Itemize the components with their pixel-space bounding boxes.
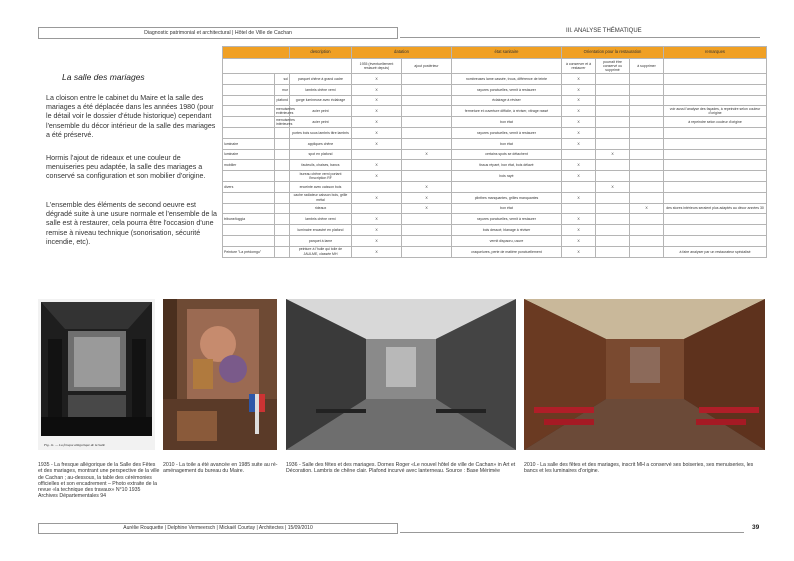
cell-conserver — [562, 149, 596, 160]
photo-salle-1936-graphic — [286, 299, 516, 450]
cell-desc: cache radiateur caisson bois, grille métal — [290, 192, 352, 203]
table-row — [223, 149, 767, 160]
subheader-ajout: ajout postérieur — [402, 59, 452, 74]
table-row — [223, 138, 767, 149]
cell-label — [275, 171, 290, 182]
cell-d1935 — [352, 181, 402, 192]
cell-desc: gorge lumineuse avec éclairage — [290, 95, 352, 106]
cell-ajout — [402, 74, 452, 85]
cell-etat: rayures ponctuelles, vernit à restaurer — [452, 214, 562, 225]
photo-1935-fresque — [38, 299, 155, 450]
cell-ajout — [402, 171, 452, 182]
cell-etat: bois rayé — [452, 171, 562, 182]
cell-pourrait — [596, 214, 630, 225]
cell-ajout — [402, 214, 452, 225]
cell-supprimer — [630, 95, 664, 106]
cell-desc: bureau chêne verni portant l'inscription RF — [290, 171, 352, 182]
cell-rem — [664, 171, 767, 182]
cell-rem: à repeindre selon couleur d'origine — [664, 117, 767, 128]
cell-supprimer — [630, 84, 664, 95]
subheader-supprimer: à supprimer — [630, 59, 664, 74]
cell-pourrait: X — [596, 149, 630, 160]
cell-rem — [664, 127, 767, 138]
cell-label: plafond — [275, 95, 290, 106]
subheader-empty-rem — [664, 59, 767, 74]
cell-label — [275, 246, 290, 257]
cell-cat — [223, 203, 275, 214]
cell-label — [275, 127, 290, 138]
cell-supprimer — [630, 214, 664, 225]
table-row — [223, 214, 767, 225]
cell-supprimer — [630, 74, 664, 85]
cell-etat: bois dessoé, blanage à réviser — [452, 225, 562, 236]
cell-desc: appliques chêne — [290, 138, 352, 149]
table-row — [223, 225, 767, 236]
cell-rem — [664, 181, 767, 192]
cell-desc: enceinte avec caisson bois — [290, 181, 352, 192]
cell-d1935: X — [352, 235, 402, 246]
table-row — [223, 95, 767, 106]
cell-supprimer — [630, 246, 664, 257]
paragraph-2: Hormis l'ajout de rideaux et une couleur de menuiseries peu adaptée, la salle des mariages a conservé sa configuration et son mobilier d'origine. — [46, 154, 206, 181]
cell-label — [275, 235, 290, 246]
cell-rem — [664, 214, 767, 225]
cell-d1935: X — [352, 192, 402, 203]
cell-label: mur — [275, 84, 290, 95]
cell-d1935: X — [352, 74, 402, 85]
cell-label — [275, 149, 290, 160]
cell-desc: fauteuils, chaises, bancs — [290, 160, 352, 171]
caption-photo-2: 2010 - La toile a été avancée en 1985 suite au ré-aménagement du bureau du Maire. — [163, 462, 278, 475]
cell-cat — [223, 171, 275, 182]
cell-cat — [223, 95, 275, 106]
header-title: Diagnostic patrimonial et architectural | Hôtel de Ville de Cachan — [38, 27, 398, 39]
photo-salle-2010-graphic — [524, 299, 765, 450]
cell-pourrait — [596, 84, 630, 95]
caption-photo-4: 2010 - La salle des fêtes et des mariages, inscrit MH a conservé ses boiseries, ses menuiseries, les bancs et les luminaires d'origine. — [524, 462, 754, 475]
table-row — [223, 203, 767, 214]
cell-d1935: X — [352, 84, 402, 95]
cell-label — [275, 203, 290, 214]
cell-ajout — [402, 106, 452, 117]
cell-pourrait — [596, 235, 630, 246]
cell-cat: divers — [223, 181, 275, 192]
table-body — [223, 74, 767, 258]
cell-supprimer — [630, 192, 664, 203]
cell-d1935 — [352, 203, 402, 214]
cell-label — [275, 214, 290, 225]
cell-cat — [223, 74, 275, 85]
cell-supprimer — [630, 117, 664, 128]
cell-desc: luminaire encastré en plafond — [290, 225, 352, 236]
cell-conserver — [562, 203, 596, 214]
cell-d1935: X — [352, 138, 402, 149]
cell-ajout — [402, 117, 452, 128]
cell-pourrait: X — [596, 181, 630, 192]
cell-etat: rayures ponctuelles, vernit à restaurer — [452, 127, 562, 138]
cell-pourrait — [596, 225, 630, 236]
cell-desc: portes bois sous lambris titre lambris — [290, 127, 352, 138]
cell-desc: peinture à l'huile qui toile de JAULME, classée MH — [290, 246, 352, 257]
cell-label: menuiseries extérieures — [276, 107, 295, 116]
cell-supprimer — [630, 160, 664, 171]
cell-conserver: X — [562, 74, 596, 85]
cell-conserver: X — [562, 95, 596, 106]
cell-rem — [664, 225, 767, 236]
header-section: III. ANALYSE THÉMATIQUE — [566, 28, 642, 34]
cell-etat: bon état — [452, 117, 562, 128]
cell-cat: tribune/loggia — [223, 214, 275, 225]
cell-conserver: X — [562, 235, 596, 246]
photo-1936-salle — [286, 299, 516, 450]
subheader-pourrait: pourrait être conservé ou supprimé — [596, 59, 630, 74]
cell-cat — [223, 192, 275, 203]
cell-supprimer — [630, 181, 664, 192]
cell-desc: lambris chêne verni — [290, 214, 352, 225]
cell-pourrait — [596, 106, 630, 117]
photo-fresque-graphic — [38, 299, 155, 450]
cell-desc: acier peint — [290, 117, 352, 128]
table-row — [223, 106, 767, 117]
condition-table — [222, 46, 767, 258]
cell-rem: des stores intérieurs seraient plus adaptés au décor années 30 — [664, 203, 767, 214]
cell-d1935: X — [352, 171, 402, 182]
cell-rem — [664, 235, 767, 246]
cell-etat: vernit dispaoru, usure — [452, 235, 562, 246]
cell-etat: plinthes manquantes, grilles manquantes — [452, 192, 562, 203]
cell-rem: à faire analyser par un restaurateur spécialisé — [664, 246, 767, 257]
cell-supprimer — [630, 171, 664, 182]
cell-pourrait — [596, 192, 630, 203]
cell-pourrait — [596, 138, 630, 149]
photo-2010-toile — [163, 299, 277, 450]
table-row — [223, 160, 767, 171]
header-rule — [400, 37, 760, 38]
header-remarques: remarques — [664, 47, 767, 59]
cell-label — [275, 160, 290, 171]
page-number: 39 — [752, 524, 760, 531]
table-row — [223, 181, 767, 192]
cell-d1935: X — [352, 214, 402, 225]
cell-d1935 — [352, 149, 402, 160]
table-row — [223, 235, 767, 246]
cell-rem — [664, 95, 767, 106]
cell-conserver: X — [562, 117, 596, 128]
cell-ajout: X — [402, 181, 452, 192]
cell-pourrait — [596, 246, 630, 257]
cell-cat: luminaire — [223, 149, 275, 160]
cell-label — [275, 225, 290, 236]
header-cell-empty — [223, 47, 290, 59]
header-etat: état sanitaire — [452, 47, 562, 59]
cell-pourrait — [596, 127, 630, 138]
cell-ajout — [402, 95, 452, 106]
cell-ajout: X — [402, 203, 452, 214]
table-row — [223, 117, 767, 128]
cell-conserver: X — [562, 214, 596, 225]
cell-label: menuiseries intérieures — [276, 117, 295, 127]
cell-d1935: X — [352, 95, 402, 106]
cell-conserver: X — [562, 138, 596, 149]
cell-supprimer: X — [630, 203, 664, 214]
cell-conserver: X — [562, 171, 596, 182]
cell-cat: mobilier — [223, 160, 275, 171]
cell-ajout: X — [402, 192, 452, 203]
header-orientation: Orientation pour la restauration — [562, 47, 664, 59]
table-row — [223, 127, 767, 138]
table-row — [223, 84, 767, 95]
cell-conserver: X — [562, 192, 596, 203]
cell-desc: rideaux — [290, 203, 352, 214]
cell-supprimer — [630, 235, 664, 246]
photo-inner-caption: Fig. 11. — La fresque allégorique de la Salle — [44, 443, 106, 447]
cell-rem — [664, 74, 767, 85]
cell-desc: lambris chêne verni — [290, 84, 352, 95]
cell-desc: spot en plafond — [290, 149, 352, 160]
cell-rem — [664, 84, 767, 95]
paragraph-1: La cloison entre le cabinet du Maire et la salle des mariages a été déplacée dans les années 1980 (pour le détail voir le dossier d'étude historique) cependant l'ensemble du décor intérieur de la salle des mariages a été préservé. — [46, 94, 216, 139]
cell-label — [275, 192, 290, 203]
cell-ajout — [402, 246, 452, 257]
subheader-empty — [223, 59, 352, 74]
cell-rem — [664, 192, 767, 203]
footer-credits: Aurélie Rouquette | Delphine Vermeersch | Mickaël Courtay | Architectes | 15/09/2010 — [38, 523, 398, 534]
cell-supprimer — [630, 106, 664, 117]
cell-pourrait — [596, 95, 630, 106]
cell-label — [275, 181, 290, 192]
cell-supprimer — [630, 149, 664, 160]
cell-etat — [452, 181, 562, 192]
cell-etat: rayures ponctuelles, vernit à restaurer — [452, 84, 562, 95]
cell-conserver: X — [562, 160, 596, 171]
cell-label: sol — [275, 74, 290, 85]
cell-conserver: X — [562, 106, 596, 117]
cell-desc: acier peint — [290, 106, 352, 117]
paragraph-3: L'ensemble des éléments de second oeuvre est dégradé suite à une usure normale et l'ensemble de la salle est à restaurer, cela pourra être l'occasion d'une remise à niveau technique (sonorisation, sécurité incendie, etc). — [46, 201, 217, 246]
cell-cat — [223, 225, 275, 236]
cell-etat: bon état — [452, 203, 562, 214]
cell-rem — [664, 138, 767, 149]
cell-d1935: X — [352, 246, 402, 257]
cell-pourrait — [596, 160, 630, 171]
cell-ajout: X — [402, 149, 452, 160]
cell-pourrait — [596, 203, 630, 214]
cell-d1935: X — [352, 127, 402, 138]
table-row — [223, 74, 767, 85]
photo-toile-graphic — [163, 299, 277, 450]
cell-conserver: X — [562, 84, 596, 95]
cell-etat: éclairage à réviser — [452, 95, 562, 106]
cell-pourrait — [596, 171, 630, 182]
cell-etat: fermeture et ouverture difficile, à réviser, vitrage rassé — [452, 106, 562, 117]
cell-cat — [223, 127, 275, 138]
cell-supprimer — [630, 225, 664, 236]
photo-2010-salle — [524, 299, 765, 450]
cell-cat — [223, 117, 275, 128]
cell-d1935: X — [352, 160, 402, 171]
cell-ajout — [402, 235, 452, 246]
cell-ajout — [402, 127, 452, 138]
cell-conserver: X — [562, 225, 596, 236]
header-datation: datation — [352, 47, 452, 59]
cell-pourrait — [596, 117, 630, 128]
subheader-1935: 1935 (éventuellement restauré depuis) — [352, 59, 402, 74]
cell-supprimer — [630, 127, 664, 138]
subheader-empty-etat — [452, 59, 562, 74]
cell-rem — [664, 149, 767, 160]
cell-etat: tissus réparé, bon état, bois délavé — [452, 160, 562, 171]
cell-d1935: X — [352, 117, 402, 128]
caption-photo-3: 1936 - Salle des fêtes et des mariages. Dornes Roger «Le nouvel hôtel de ville de Cachan» in Art et Décoration. Lambris de chêne clair. Plafond incurvé avec lanterneau. Source : Base Mérimée — [286, 462, 516, 475]
table-row — [223, 192, 767, 203]
cell-cat — [223, 235, 275, 246]
table-row — [223, 246, 767, 257]
header-description: description — [290, 47, 352, 59]
cell-rem: voir aussi l'analyse des façades, à repeindre selon couleur d'origine — [664, 106, 767, 117]
subheader-conserver: à conserver et à restaurer — [562, 59, 596, 74]
cell-supprimer — [630, 138, 664, 149]
cell-ajout — [402, 160, 452, 171]
cell-ajout — [402, 225, 452, 236]
cell-cat: luminaire — [223, 138, 275, 149]
cell-conserver: X — [562, 127, 596, 138]
cell-etat: bon état — [452, 138, 562, 149]
cell-label — [275, 138, 290, 149]
cell-d1935: X — [352, 106, 402, 117]
cell-desc: parquet à lame — [290, 235, 352, 246]
section-heading: La salle des mariages — [62, 72, 145, 82]
cell-pourrait — [596, 74, 630, 85]
cell-rem — [664, 160, 767, 171]
cell-ajout — [402, 84, 452, 95]
cell-cat: Peinture "La prédomgu" — [223, 246, 275, 257]
cell-d1935: X — [352, 225, 402, 236]
cell-cat — [223, 106, 275, 117]
table-row — [223, 171, 767, 182]
cell-etat: nombreuses lame cassée, trous, différence de teinte — [452, 74, 562, 85]
footer-rule — [400, 532, 744, 533]
cell-desc: parquet chêne à grand cadre — [290, 74, 352, 85]
cell-etat: certains spots se détachent — [452, 149, 562, 160]
cell-etat: craquelures, perte de matière ponctuellement — [452, 246, 562, 257]
cell-conserver — [562, 181, 596, 192]
cell-ajout — [402, 138, 452, 149]
caption-photo-1: 1935 - La fresque allégorique de la Salle des Fêtes et des mariages, montrant une perspective de la ville de Cachan ; au-dessous, la table des cérémonies officielles et son encadrement – Photo extraite de la revue «la technique des travaux» N°10 1935 Archives Départementales 94 — [38, 462, 160, 500]
cell-cat — [223, 84, 275, 95]
cell-conserver: X — [562, 246, 596, 257]
